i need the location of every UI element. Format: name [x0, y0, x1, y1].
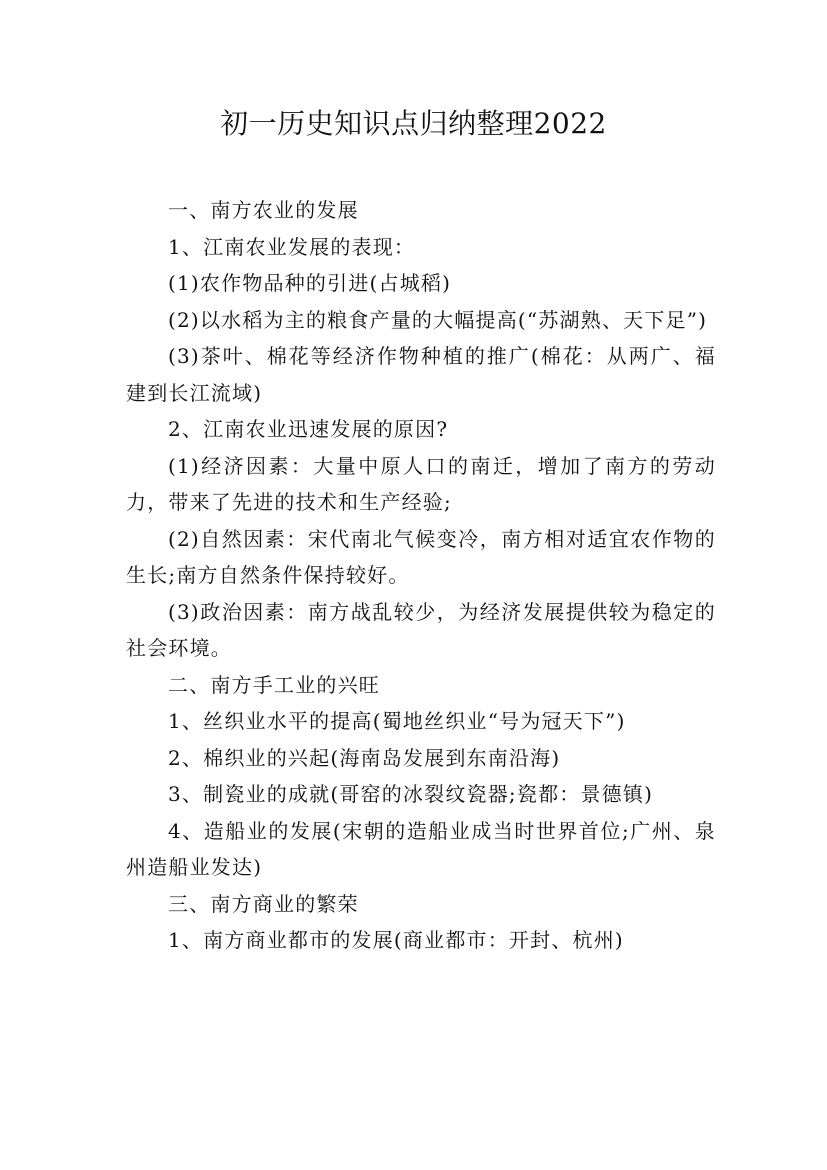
- paragraph: (1)农作物品种的引进(占城稻): [168, 271, 452, 295]
- paragraph: (3)政治因素：南方战乱较少，为经济发展提供较为稳定的社会环境。: [126, 599, 716, 660]
- paragraph: (2)以水稻为主的粮食产量的大幅提高(“苏湖熟、天下足”): [168, 307, 708, 332]
- paragraph: 2、江南农业迅速发展的原因?: [168, 417, 449, 441]
- paragraph: (2)自然因素：宋代南北气候变冷，南方相对适宜农作物的生长;南方自然条件保持较好。: [126, 526, 716, 587]
- paragraph: 1、丝织业水平的提高(蜀地丝织业“号为冠天下”): [168, 709, 626, 733]
- document-title: 初一历史知识点归纳整理2022: [220, 107, 607, 140]
- paragraph: 4、造船业的发展(宋朝的造船业成当时世界首位;广州、泉州造船业发达): [126, 818, 716, 879]
- paragraph: (1)经济因素：大量中原人口的南迁，增加了南方的劳动力，带来了先进的技术和生产经验;: [126, 453, 716, 514]
- paragraph: 2、棉织业的兴起(海南岛发展到东南沿海): [168, 745, 561, 770]
- paragraph: 1、南方商业都市的发展(商业都市：开封、杭州): [168, 928, 624, 952]
- paragraph: (3)茶叶、棉花等经济作物种植的推广(棉花：从两广、福建到长江流域): [126, 344, 716, 405]
- section-heading-agriculture: 一、南方农业的发展: [168, 198, 359, 222]
- paragraph: 3、制瓷业的成就(哥窑的冰裂纹瓷器;瓷都：景德镇): [168, 782, 654, 806]
- section-heading-commerce: 三、南方商业的繁荣: [168, 891, 359, 916]
- section-heading-handicraft: 二、南方手工业的兴旺: [168, 672, 380, 697]
- paragraph: 1、江南农业发展的表现：: [168, 234, 416, 259]
- document-body: [126, 192, 716, 959]
